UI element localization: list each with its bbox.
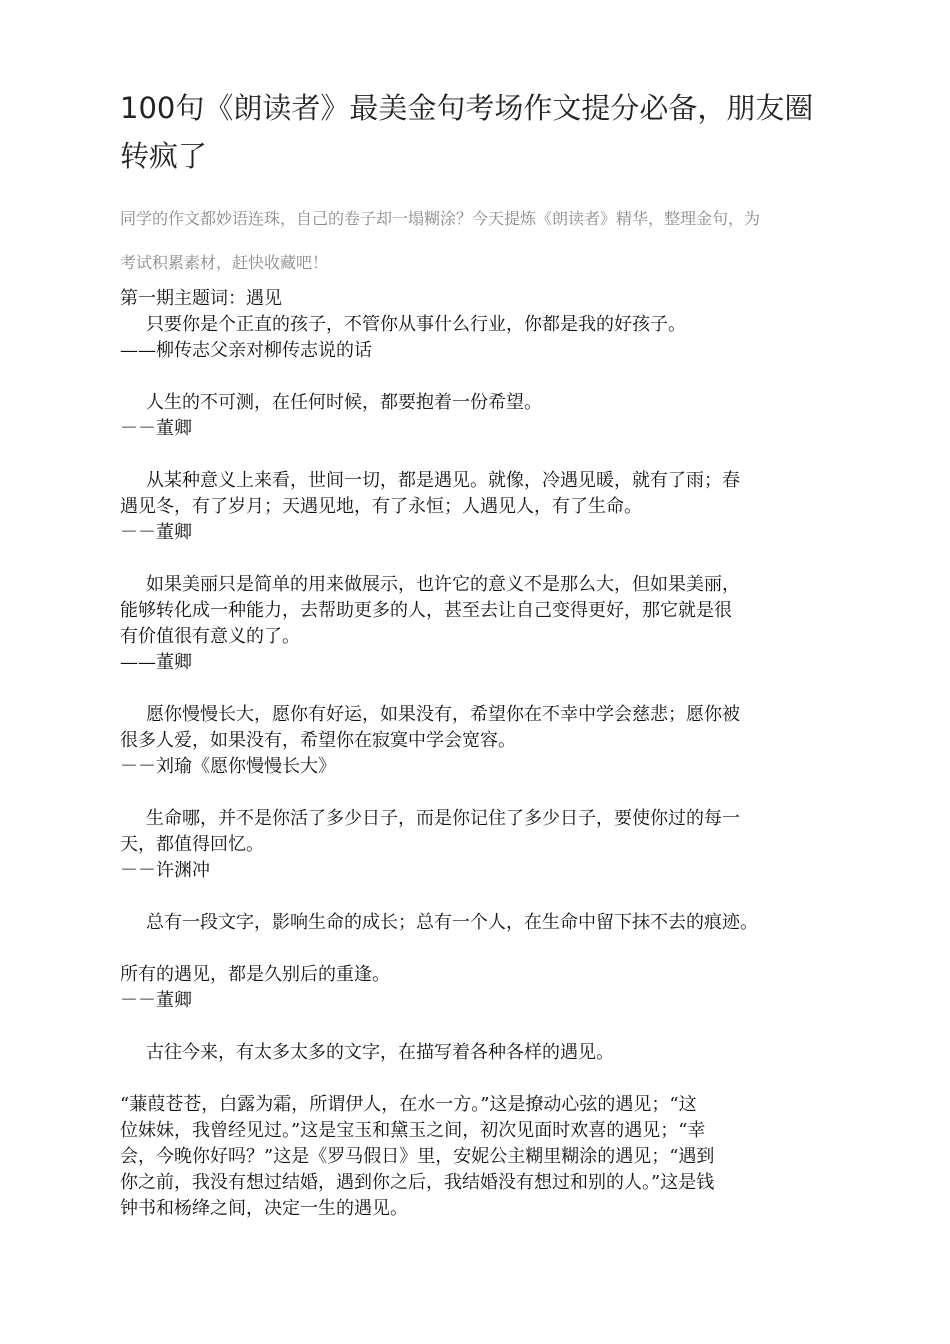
quote-block-6 <box>120 806 820 884</box>
title-line-2: 转疯了 <box>120 139 208 173</box>
paragraph-line: 位妹妹，我曾经见过。”这是宝玉和黛玉之间，初次见面时欢喜的遇见；“幸 <box>120 1120 706 1141</box>
section-heading: 第一期主题词：遇见 <box>120 288 282 309</box>
quote-block-7 <box>120 910 820 1014</box>
quote-line: 人生的不可测，在任何时候，都要抱着一份希望。 <box>146 392 542 413</box>
quote-source: －－董卿 <box>120 990 192 1011</box>
quote-line: 愿你慢慢长大，愿你有好运，如果没有，希望你在不幸中学会慈悲；愿你被 <box>146 704 740 725</box>
quote-block-5 <box>120 702 820 780</box>
paragraph-encounters <box>120 1092 820 1222</box>
quote-line: 从某种意义上来看，世间一切，都是遇见。就像，冷遇见暖，就有了雨；春 <box>146 470 740 491</box>
quote-line: 遇见冬，有了岁月；天遇见地，有了永恒；人遇见人，有了生命。 <box>120 496 642 517</box>
paragraph-intro-encounters: 古往今来，有太多太多的文字，在描写着各种各样的遇见。 <box>146 1042 614 1063</box>
paragraph-line: 你之前，我没有想过结婚，遇到你之后，我结婚没有想过和别的人。”这是钱 <box>120 1172 715 1193</box>
document-title <box>120 84 820 180</box>
quote-line: 很多人爱，如果没有，希望你在寂寞中学会宽容。 <box>120 730 516 751</box>
paragraph-line: 钟书和杨绛之间，决定一生的遇见。 <box>120 1198 408 1219</box>
quote-line: 如果美丽只是简单的用来做展示，也许它的意义不是那么大，但如果美丽， <box>146 574 740 595</box>
title-line-1: 100句《朗读者》最美金句考场作文提分必备，朋友圈 <box>120 91 814 125</box>
quote-line: 天，都值得回忆。 <box>120 834 264 855</box>
intro-line-1: 同学的作文都妙语连珠，自己的卷子却一塌糊涂？今天提炼《朗读者》精华，整理金句，为 <box>120 209 761 228</box>
intro-paragraph <box>120 208 820 274</box>
quote-source: －－董卿 <box>120 418 192 439</box>
quote-source: ——柳传志父亲对柳传志说的话 <box>120 340 372 361</box>
document-body <box>120 286 820 1222</box>
quote-block-2 <box>120 390 820 442</box>
quote-line: 生命哪，并不是你活了多少日子，而是你记住了多少日子，要使你过的每一 <box>146 808 740 829</box>
quote-line: 总有一段文字，影响生命的成长；总有一个人，在生命中留下抹不去的痕迹。 <box>146 912 758 933</box>
quote-source: －－许渊冲 <box>120 860 210 881</box>
quote-source: －－刘瑜《愿你慢慢长大》 <box>120 756 336 777</box>
quote-block-3 <box>120 468 820 546</box>
quote-line: 只要你是个正直的孩子，不管你从事什么行业，你都是我的好孩子。 <box>146 314 686 335</box>
quote-block-1 <box>120 312 820 364</box>
quote-line: 所有的遇见，都是久别后的重逢。 <box>120 964 390 985</box>
quote-source: ——董卿 <box>120 652 192 673</box>
quote-line: 有价值很有意义的了。 <box>120 626 300 647</box>
paragraph-line: 会，今晚你好吗？”这是《罗马假日》里，安妮公主糊里糊涂的遇见；“遇到 <box>120 1146 715 1167</box>
intro-line-2: 考试积累素材，赶快收藏吧！ <box>120 253 329 272</box>
quote-source: －－董卿 <box>120 522 192 543</box>
paragraph-line: “蒹葭苍苍，白露为霜，所谓伊人，在水一方。”这是撩动心弦的遇见；“这 <box>120 1094 697 1115</box>
quote-block-4 <box>120 572 820 676</box>
quote-line: 能够转化成一种能力，去帮助更多的人，甚至去让自己变得更好，那它就是很 <box>120 600 732 621</box>
